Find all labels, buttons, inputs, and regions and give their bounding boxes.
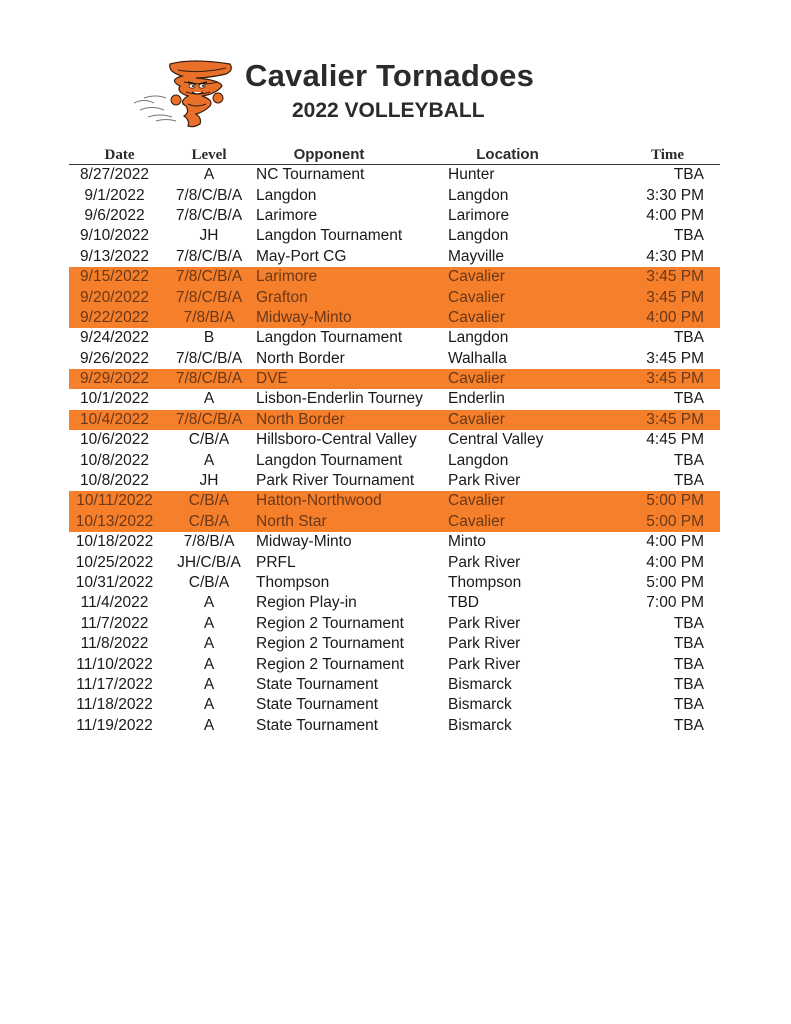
cell-time: 7:00 PM xyxy=(646,594,704,612)
cell-location: Langdon xyxy=(448,227,509,245)
cell-time: 3:45 PM xyxy=(615,287,720,307)
column-header-location: Location xyxy=(440,146,615,165)
schedule-table xyxy=(69,146,720,736)
column-header-time: Time xyxy=(615,146,720,165)
cell-level: 7/8/C/B/A xyxy=(175,186,243,204)
cell-opponent: Midway-Minto xyxy=(256,533,352,551)
cell-time: 3:45 PM xyxy=(646,349,704,367)
cell-opponent: Hatton-Northwood xyxy=(248,491,440,511)
cell-location: Langdon xyxy=(448,451,509,469)
cell-date: 10/13/2022 xyxy=(69,512,170,532)
cell-date: 9/1/2022 xyxy=(84,186,145,204)
cell-time: 3:45 PM xyxy=(615,267,720,287)
cell-date: 10/1/2022 xyxy=(80,390,149,408)
cell-opponent: Langdon Tournament xyxy=(256,329,403,347)
cell-level: 7/8/C/B/A xyxy=(170,410,248,430)
cell-location: Park River xyxy=(448,635,521,653)
cell-opponent: Larimore xyxy=(256,206,318,224)
cell-time: TBA xyxy=(673,696,704,714)
cell-level: JH xyxy=(199,472,219,490)
cell-date: 10/18/2022 xyxy=(75,533,154,551)
table-row xyxy=(69,389,720,409)
cell-level: A xyxy=(203,696,215,714)
cell-opponent: PRFL xyxy=(256,553,296,571)
cell-time: 3:45 PM xyxy=(615,410,720,430)
cell-opponent: Langdon Tournament xyxy=(256,451,403,469)
table-row xyxy=(69,593,720,613)
cell-level: A xyxy=(203,390,215,408)
page-title: Cavalier Tornadoes xyxy=(245,58,535,93)
cell-opponent: Region 2 Tournament xyxy=(256,614,404,632)
cell-level: 7/8/C/B/A xyxy=(175,247,243,265)
table-row-home-game xyxy=(69,308,720,328)
table-row-home-game xyxy=(69,267,720,287)
cell-level: A xyxy=(203,594,215,612)
cell-opponent: Midway-Minto xyxy=(248,308,440,328)
cell-level: C/B/A xyxy=(188,574,230,591)
cell-opponent: State Tournament xyxy=(256,716,379,734)
cell-level: C/B/A xyxy=(170,491,248,511)
cell-location: Cavalier xyxy=(440,287,615,307)
schedule-body xyxy=(69,165,720,736)
cell-location: Cavalier xyxy=(440,267,615,287)
cell-level: A xyxy=(203,716,215,734)
cell-location: Thompson xyxy=(448,574,522,591)
cell-date: 10/11/2022 xyxy=(69,491,170,511)
cell-date: 10/8/2022 xyxy=(80,451,149,469)
table-row-home-game xyxy=(69,369,720,389)
page-header xyxy=(0,0,791,140)
table-row xyxy=(69,247,720,267)
column-header-date: Date xyxy=(69,146,170,165)
page-subtitle: 2022 VOLLEYBALL xyxy=(292,99,485,122)
cell-location: Cavalier xyxy=(440,410,615,430)
table-row-home-game xyxy=(69,512,720,532)
cell-date: 9/13/2022 xyxy=(80,247,149,265)
cell-time: TBA xyxy=(673,716,704,734)
cell-location: Hunter xyxy=(448,166,495,184)
cell-level: 7/8/C/B/A xyxy=(170,287,248,307)
cell-date: 9/26/2022 xyxy=(80,349,149,367)
table-row xyxy=(69,552,720,572)
cell-location: Langdon xyxy=(448,186,509,204)
cell-level: C/B/A xyxy=(170,512,248,532)
cell-opponent: Langdon Tournament xyxy=(256,227,403,245)
cell-time: 3:45 PM xyxy=(615,369,720,389)
table-row xyxy=(69,654,720,674)
cell-location: Park River xyxy=(448,553,521,571)
cell-date: 9/15/2022 xyxy=(69,267,170,287)
cell-location: Park River xyxy=(448,472,521,490)
cell-date: 10/25/2022 xyxy=(75,553,154,571)
table-row xyxy=(69,430,720,450)
cell-level: A xyxy=(203,635,215,653)
table-row xyxy=(69,634,720,654)
cell-date: 11/7/2022 xyxy=(80,614,149,632)
cell-time: 5:00 PM xyxy=(615,512,720,532)
cell-opponent: Lisbon-Enderlin Tourney xyxy=(256,390,423,408)
table-row xyxy=(69,185,720,205)
cell-opponent: North Border xyxy=(248,410,440,430)
cell-time: 4:00 PM xyxy=(646,206,704,224)
cell-time: TBA xyxy=(673,166,704,184)
table-row xyxy=(69,675,720,695)
cell-time: 4:30 PM xyxy=(646,247,704,265)
table-row xyxy=(69,165,720,186)
cell-time: TBA xyxy=(673,675,704,693)
cell-level: 7/8/C/B/A xyxy=(170,267,248,287)
column-header-opponent: Opponent xyxy=(248,146,440,165)
cell-location: TBD xyxy=(448,594,479,612)
cell-opponent: May-Port CG xyxy=(256,247,347,265)
cell-level: C/B/A xyxy=(188,431,230,449)
cell-time: TBA xyxy=(673,635,704,653)
cell-time: 5:00 PM xyxy=(646,574,704,591)
table-row xyxy=(69,349,720,369)
cell-time: TBA xyxy=(673,390,704,408)
cell-opponent: Langdon xyxy=(256,186,317,204)
cell-opponent: NC Tournament xyxy=(256,166,365,184)
cell-location: Langdon xyxy=(448,329,509,347)
cell-level: A xyxy=(203,675,215,693)
cell-time: 3:30 PM xyxy=(646,186,704,204)
cell-level: 7/8/B/A xyxy=(183,533,235,551)
cell-opponent: State Tournament xyxy=(256,675,379,693)
table-row xyxy=(69,614,720,634)
cell-location: Bismarck xyxy=(448,716,512,734)
cell-opponent: Region 2 Tournament xyxy=(256,635,404,653)
cell-location: Minto xyxy=(448,533,486,551)
cell-level: A xyxy=(203,614,215,632)
cell-time: 4:45 PM xyxy=(646,431,704,449)
table-row-home-game xyxy=(69,491,720,511)
cell-location: Cavalier xyxy=(440,369,615,389)
cell-time: 4:00 PM xyxy=(646,553,704,571)
cell-location: Central Valley xyxy=(448,431,544,449)
cell-opponent: Thompson xyxy=(256,574,330,591)
table-row xyxy=(69,206,720,226)
cell-time: 4:00 PM xyxy=(646,533,704,551)
cell-date: 11/10/2022 xyxy=(76,655,153,673)
cell-opponent: Grafton xyxy=(248,287,440,307)
table-row xyxy=(69,328,720,348)
table-row xyxy=(69,471,720,491)
table-row-home-game xyxy=(69,410,720,430)
table-row xyxy=(69,695,720,715)
cell-location: Cavalier xyxy=(440,512,615,532)
cell-opponent: North Star xyxy=(248,512,440,532)
cell-location: Enderlin xyxy=(448,390,505,408)
cell-date: 11/4/2022 xyxy=(80,594,149,612)
schedule-header xyxy=(69,146,720,165)
cell-date: 9/22/2022 xyxy=(69,308,170,328)
cell-date: 10/8/2022 xyxy=(80,472,149,490)
cell-location: Bismarck xyxy=(448,675,512,693)
column-header-level: Level xyxy=(170,146,248,165)
cell-time: TBA xyxy=(673,472,704,490)
cell-location: Larimore xyxy=(448,206,510,224)
cell-location: Cavalier xyxy=(440,491,615,511)
cell-level: B xyxy=(203,329,215,347)
cell-location: Mayville xyxy=(448,247,504,265)
cell-opponent: Region Play-in xyxy=(256,594,357,612)
cell-time: TBA xyxy=(673,451,704,469)
cell-location: Bismarck xyxy=(448,696,512,714)
cell-location: Park River xyxy=(448,614,521,632)
cell-date: 11/17/2022 xyxy=(76,675,153,693)
cell-location: Walhalla xyxy=(448,349,507,367)
cell-time: TBA xyxy=(673,655,704,673)
cell-date: 9/20/2022 xyxy=(69,287,170,307)
table-row xyxy=(69,226,720,246)
cell-time: TBA xyxy=(673,227,704,245)
cell-level: A xyxy=(203,166,215,184)
cell-time: 4:00 PM xyxy=(615,308,720,328)
table-row xyxy=(69,573,720,593)
cell-level: A xyxy=(203,451,215,469)
table-row xyxy=(69,532,720,552)
cell-opponent: North Border xyxy=(256,349,345,367)
cell-date: 8/27/2022 xyxy=(80,166,149,184)
cell-date: 10/6/2022 xyxy=(80,431,149,449)
cell-date: 9/24/2022 xyxy=(80,329,149,347)
cell-date: 11/8/2022 xyxy=(80,635,149,653)
cell-opponent: State Tournament xyxy=(256,696,379,714)
cell-location: Park River xyxy=(448,655,521,673)
cell-location: Cavalier xyxy=(440,308,615,328)
cell-date: 10/31/2022 xyxy=(75,574,154,591)
cell-level: JH xyxy=(199,227,219,245)
cell-date: 11/19/2022 xyxy=(76,716,153,734)
cell-date: 9/29/2022 xyxy=(69,369,170,389)
cell-level: A xyxy=(203,655,215,673)
cell-level: 7/8/C/B/A xyxy=(175,349,243,367)
cell-opponent: Hillsboro-Central Valley xyxy=(256,431,417,449)
cell-level: 7/8/C/B/A xyxy=(175,206,243,224)
cell-level: JH/C/B/A xyxy=(177,553,241,571)
cell-opponent: Park River Tournament xyxy=(256,472,415,490)
table-row-home-game xyxy=(69,287,720,307)
cell-level: 7/8/B/A xyxy=(170,308,248,328)
cell-level: 7/8/C/B/A xyxy=(170,369,248,389)
cell-time: TBA xyxy=(673,614,704,632)
cell-date: 9/6/2022 xyxy=(84,206,145,224)
cell-opponent: Region 2 Tournament xyxy=(256,655,404,673)
cell-opponent: DVE xyxy=(248,369,440,389)
cell-date: 11/18/2022 xyxy=(76,696,153,714)
table-row xyxy=(69,716,720,736)
cell-opponent: Larimore xyxy=(248,267,440,287)
cell-date: 9/10/2022 xyxy=(80,227,149,245)
cell-date: 10/4/2022 xyxy=(69,410,170,430)
header-row xyxy=(69,146,720,165)
cell-time: 5:00 PM xyxy=(615,491,720,511)
tornado-mascot-logo xyxy=(130,58,245,130)
table-row xyxy=(69,450,720,470)
cell-time: TBA xyxy=(673,329,704,347)
